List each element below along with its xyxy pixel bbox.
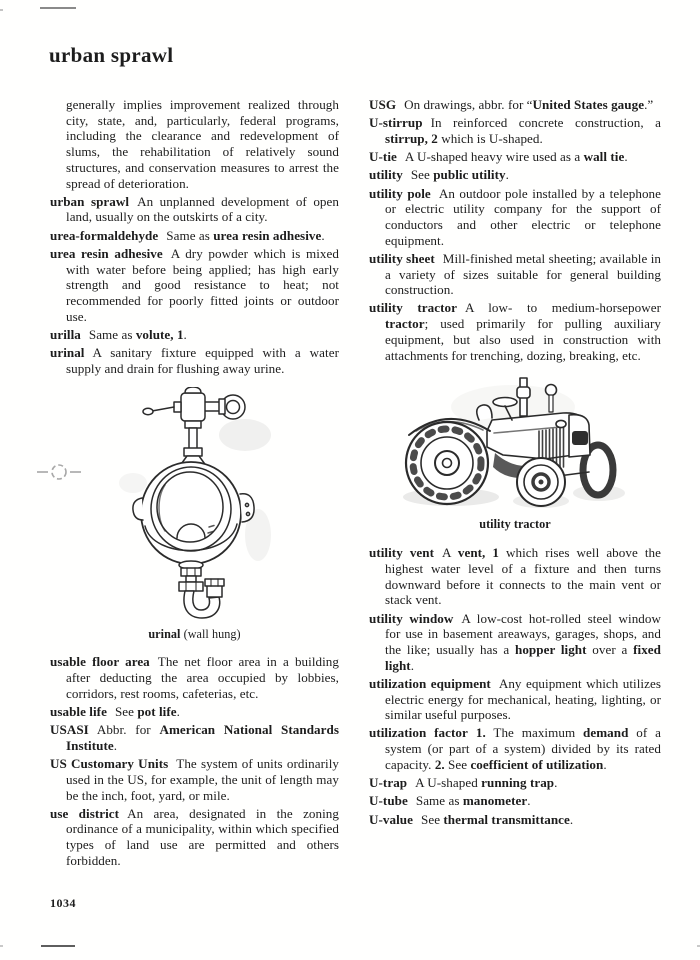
figure-caption <box>369 517 661 531</box>
entry-term: U-trap <box>369 775 408 791</box>
body-text: A low- to medium-horsepower <box>464 300 661 316</box>
entry-utilization-factor <box>369 725 661 772</box>
entry-term: urban sprawl <box>50 193 130 209</box>
entry-urban-sprawl <box>50 194 339 225</box>
top-margin-mark <box>40 7 76 9</box>
body-text: A dry powder which is mixed with water before being applied; has high early strength and good resistance to heat; not recommended for poorly fitted joints or outdoor use. <box>66 245 339 324</box>
entry-utility <box>369 167 661 183</box>
entry-utility-tractor <box>369 300 661 363</box>
body-text: which is U-shaped. <box>437 130 543 146</box>
bold-cross-reference: American National Standards Institute <box>66 722 339 753</box>
entry-term: USASI <box>50 722 89 738</box>
entry-term: utility vent <box>369 545 435 561</box>
body-text: . <box>554 775 558 791</box>
bold-cross-reference: tractor <box>385 316 425 332</box>
entry-term: urea-formaldehyde <box>50 227 159 243</box>
body-text: . <box>527 793 531 809</box>
entry-term: use district <box>50 805 120 821</box>
entry-u-tie <box>369 149 661 165</box>
figure-caption <box>50 627 339 641</box>
body-text: A sanitary fixture equipped with a water supply and drain for flushing away urine. <box>66 345 339 376</box>
entry-term: urinal <box>50 345 85 361</box>
bold-cross-reference: pot life <box>137 704 177 720</box>
entry-utility-window <box>369 611 661 674</box>
entry-term: U-tie <box>369 149 397 165</box>
bold-cross-reference: United States gauge <box>532 97 645 112</box>
bold-cross-reference: volute, 1 <box>135 326 184 342</box>
body-text: of a system (or part of a system) divided by its rated capacity. <box>385 725 661 772</box>
body-text: Any equipment which utilizes electric energy for mechanical, heating, lighting, or similar useful purposes. <box>385 675 661 723</box>
body-text: Same as <box>166 227 214 243</box>
utility-tractor-illustration <box>393 375 638 509</box>
body-text: A U-shaped <box>415 775 482 791</box>
bold-cross-reference: running trap <box>481 775 555 791</box>
entry-term: utilization equipment <box>369 675 491 691</box>
body-text: See <box>114 704 138 720</box>
bold-cross-reference: manometer <box>462 793 528 809</box>
body-text: . <box>410 657 415 673</box>
left-column <box>50 97 339 871</box>
entry-us-customary-units <box>50 756 339 803</box>
entry-term: USG <box>369 97 397 112</box>
body-text: Same as <box>415 793 463 809</box>
body-text: An outdoor pole installed by a telephone or electric utility company for the support of conductors and other electric or telephone equipment. <box>385 185 661 248</box>
body-text: generally implies improvement realized through city, state, and, particularly, federal programs, including the clearance and redevelopment of slums, the rehabilitation of relatively sound structures, and conservation measures to arrest the spread of deterioration. <box>66 97 339 191</box>
body-text: . <box>505 167 509 183</box>
bold-cross-reference: urea resin adhesive <box>213 227 322 243</box>
bold-cross-reference: demand <box>583 725 629 741</box>
body-text: over a <box>586 641 634 657</box>
body-text: . <box>569 811 574 827</box>
entry-urea-formaldehyde <box>50 228 339 244</box>
entry-term: usable floor area <box>50 654 150 670</box>
body-text: Mill-finished metal sheeting; available in a variety of sizes suitable for general building construction. <box>385 250 661 298</box>
bold-cross-reference: hopper light <box>515 641 587 657</box>
bold-cross-reference: stirrup, 2 <box>385 130 438 146</box>
bold-cross-reference: 2. <box>434 756 445 772</box>
entry-term: US Customary Units <box>50 756 169 772</box>
bold-cross-reference: utility tractor <box>479 517 551 532</box>
body-text: On drawings, abbr. for “ <box>404 97 533 112</box>
page-number: 1034 <box>50 896 76 910</box>
body-text: A <box>442 545 458 561</box>
body-text: . <box>183 326 187 342</box>
entry-usg <box>369 97 661 113</box>
entry-utility-sheet <box>369 251 661 298</box>
body-text: An area, designated in the zoning ordinance of a municipality, within which specified types of land use are permitted and others forbidden. <box>66 805 340 868</box>
bold-cross-reference: urinal <box>148 627 181 642</box>
entry-usasi <box>50 722 339 753</box>
body-text: See <box>421 811 444 827</box>
bold-cross-reference: wall tie <box>583 149 625 165</box>
body-text: A low-cost hot-rolled steel window for use in basement areaways, garages, shops, and the like; usually has a <box>385 610 661 657</box>
entry-term: urilla <box>50 326 81 342</box>
entry-utility-pole <box>369 186 661 249</box>
entry-term: utility window <box>369 610 454 626</box>
body-text: In reinforced concrete construction, a <box>430 115 661 131</box>
body-text: . <box>624 149 628 165</box>
entry-term: utility sheet <box>369 250 435 266</box>
utility-tractor-figure <box>369 375 661 531</box>
entry-usable-floor-area <box>50 654 339 701</box>
entry-term: U-tube <box>369 793 408 809</box>
entry-term: utility <box>369 167 403 183</box>
bold-cross-reference: public utility <box>433 167 506 183</box>
running-head: urban sprawl <box>49 43 174 67</box>
entry-utilization-equipment <box>369 676 661 723</box>
urinal-figure <box>50 387 339 641</box>
body-text: An unplanned development of open land, usually on the outskirts of a city. <box>66 193 339 225</box>
body-text: The maximum <box>485 725 584 741</box>
body-text: . <box>321 227 325 243</box>
body-text: (wall hung) <box>180 627 241 642</box>
entry-u-tube <box>369 793 661 809</box>
body-text: ; used primarily for pulling auxiliary equipment, but also used in construction with attachments for trenching, dozing, breaking, etc. <box>385 316 661 363</box>
entry-term: usable life <box>50 704 107 720</box>
body-text: Same as <box>88 326 136 342</box>
entry-term: utility pole <box>369 185 431 201</box>
body-text: which rises well above the highest water level of a fixture and then turns downward before it connects to the main vent or stack vent. <box>385 545 661 608</box>
bold-cross-reference: coefficient of utilization <box>470 756 604 772</box>
entry-use-district <box>50 806 339 869</box>
body-text: See <box>410 167 434 183</box>
body-text: The system of units ordinarily used in the US, for example, the unit of length may be the inch, foot, yard, or mile. <box>66 756 340 803</box>
bottom-margin-mark <box>41 945 75 947</box>
urinal-illustration <box>95 387 295 619</box>
entry-urinal <box>50 345 339 376</box>
body-text: . <box>176 704 180 720</box>
left-edge-tick-top <box>0 9 3 11</box>
bold-cross-reference: thermal transmittance <box>443 811 570 827</box>
body-text: .” <box>644 97 654 112</box>
bold-cross-reference: fixed light <box>385 641 661 673</box>
body-text: Abbr. for <box>96 722 160 738</box>
left-edge-tick-bottom <box>0 945 3 947</box>
entry-u-value <box>369 812 661 828</box>
entry-term: urea resin adhesive <box>50 245 163 261</box>
entry-usable-life <box>50 704 339 720</box>
entry-u-stirrup <box>369 115 661 146</box>
body-text: . <box>113 737 118 753</box>
entry-continuation <box>50 97 339 191</box>
right-column <box>369 97 661 830</box>
entry-u-trap <box>369 775 661 791</box>
entry-term: U-value <box>369 811 413 827</box>
body-text: . <box>603 756 607 772</box>
entry-term: utility tractor <box>369 300 457 316</box>
entry-term: utilization factor <box>369 725 468 741</box>
entry-urea-resin-adhesive <box>50 246 339 325</box>
entry-term: U-stirrup <box>369 115 423 131</box>
entry-urilla <box>50 327 339 343</box>
entry-utility-vent <box>369 545 661 608</box>
body-text: A U-shaped heavy wire used as a <box>404 149 584 165</box>
body-text: The net floor area in a building after deducting the area occupied by lobbies, corridors, rest rooms, cafeterias, etc. <box>66 654 339 701</box>
body-text: See <box>444 756 471 772</box>
bold-cross-reference: vent, 1 <box>457 545 499 561</box>
bold-cross-reference: 1. <box>475 725 486 741</box>
